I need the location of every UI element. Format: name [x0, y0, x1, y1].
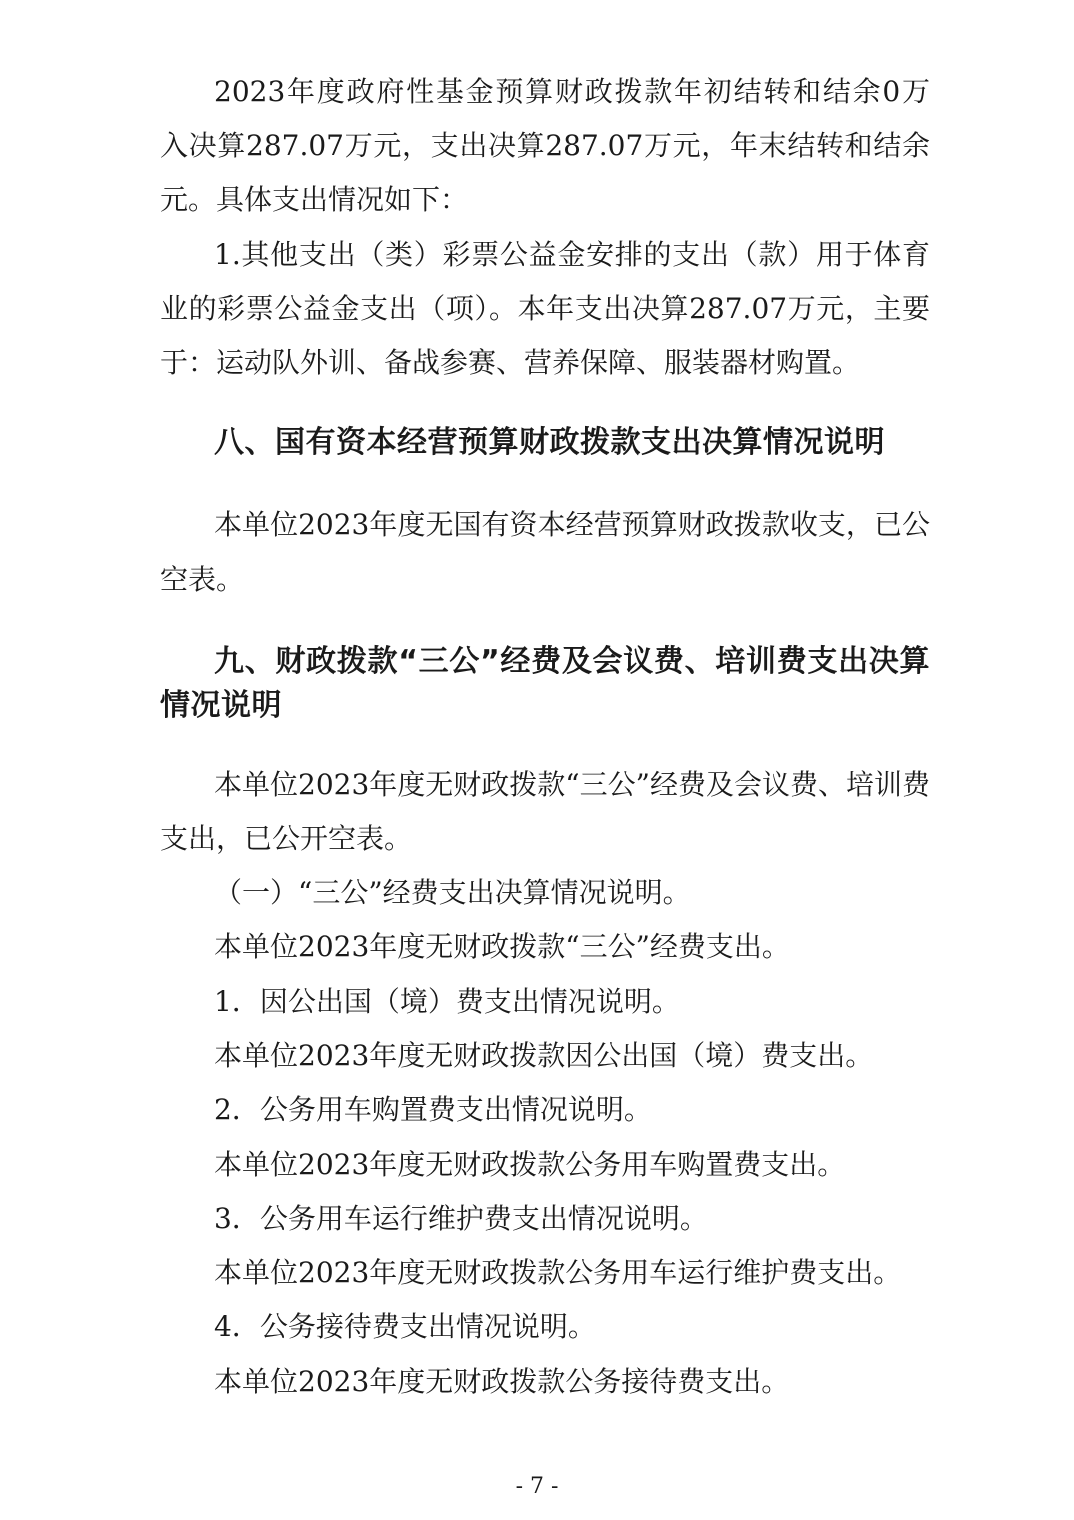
- page-number: - 7 -: [515, 1474, 559, 1499]
- item-title: 3．公务用车运行维护费支出情况说明。: [214, 1202, 708, 1235]
- list-item-line: 1.其他支出（类）彩票公益金安排的支出（款）用于体育: [214, 238, 930, 271]
- section-heading: 八、国有资本经营预算财政拨款支出决算情况说明: [214, 425, 885, 460]
- paragraph-line: 元。具体支出情况如下：: [160, 183, 469, 216]
- list-item-line: 业的彩票公益金支出（项）。本年支出决算287.07万元，主要: [160, 292, 930, 325]
- paragraph-line: 本单位2023年度无财政拨款公务用车运行维护费支出。: [214, 1256, 902, 1289]
- paragraph-line: 本单位2023年度无国有资本经营预算财政拨款收支，已公: [214, 508, 930, 541]
- paragraph-line: 空表。: [160, 563, 245, 596]
- paragraph-line: 2023年度政府性基金预算财政拨款年初结转和结余0万: [214, 75, 930, 108]
- paragraph-line: 本单位2023年度无财政拨款因公出国（境）费支出。: [214, 1039, 874, 1072]
- paragraph-line: 支出，已公开空表。: [160, 822, 413, 855]
- subsection-title: （一）“三公”经费支出决算情况说明。: [214, 876, 691, 909]
- item-title: 1．因公出国（境）费支出情况说明。: [214, 985, 680, 1018]
- item-title: 2．公务用车购置费支出情况说明。: [214, 1093, 652, 1126]
- item-title: 4．公务接待费支出情况说明。: [214, 1310, 596, 1343]
- section-heading: 情况说明: [160, 688, 282, 723]
- paragraph-line: 本单位2023年度无财政拨款“三公”经费及会议费、培训费: [214, 768, 930, 801]
- list-item-line: 于：运动队外训、备战参赛、营养保障、服装器材购置。: [160, 346, 861, 379]
- section-heading: 九、财政拨款“三公”经费及会议费、培训费支出决算: [214, 644, 930, 679]
- paragraph-line: 本单位2023年度无财政拨款公务用车购置费支出。: [214, 1148, 846, 1181]
- paragraph-line: 本单位2023年度无财政拨款公务接待费支出。: [214, 1365, 790, 1398]
- paragraph-line: 本单位2023年度无财政拨款“三公”经费支出。: [214, 930, 790, 963]
- paragraph-line: 入决算287.07万元，支出决算287.07万元，年末结转和结余: [160, 129, 930, 162]
